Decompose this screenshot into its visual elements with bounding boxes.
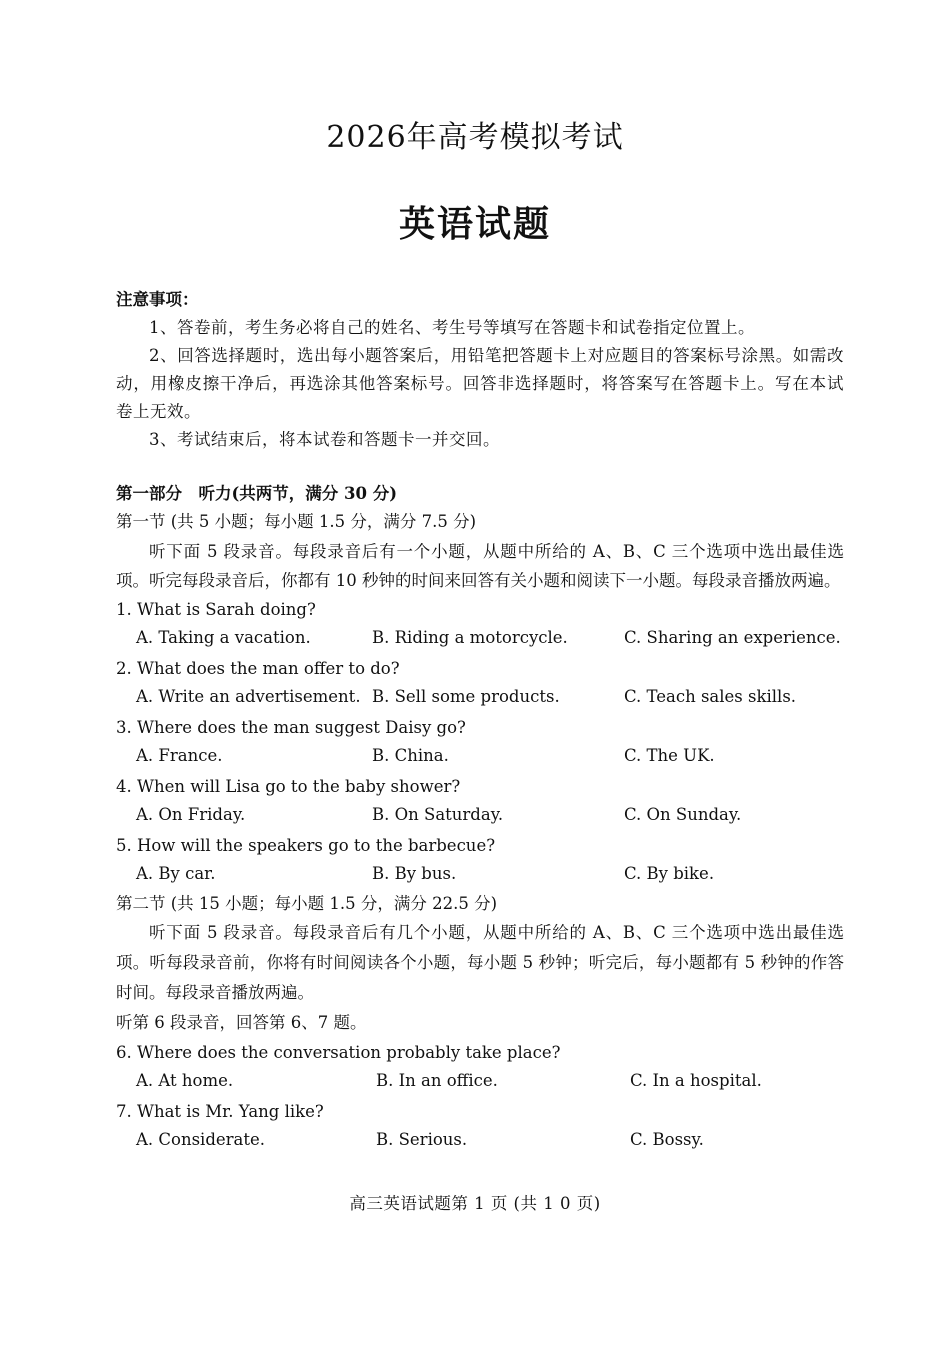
option-c: C. Bossy. — [630, 1130, 704, 1149]
question-5 — [116, 832, 844, 890]
question-stem: 1. What is Sarah doing? — [116, 600, 316, 619]
option-b: B. Sell some products. — [372, 687, 560, 706]
option-a: A. On Friday. — [136, 805, 246, 824]
notes-heading: 注意事项： — [116, 290, 199, 309]
notes-item-2: 2、回答选择题时，选出每小题答案后，用铅笔把答题卡上对应题目的答案标号涂黑。如需改动，用橡皮擦干净后，再选涂其他答案标号。回答非选择题时，将答案写在答题卡上。写在本试卷上无效。 — [116, 346, 844, 421]
option-b: B. In an office. — [376, 1071, 498, 1090]
option-a: A. Taking a vacation. — [136, 628, 311, 647]
option-a: A. At home. — [136, 1071, 234, 1090]
exam-body — [116, 286, 844, 1156]
question-3 — [116, 714, 844, 772]
option-c: C. The UK. — [624, 746, 715, 765]
question-options — [116, 683, 844, 713]
question-stem: 2. What does the man offer to do? — [116, 659, 400, 678]
option-b: B. China. — [372, 746, 449, 765]
question-options — [116, 624, 844, 654]
question-2 — [116, 655, 844, 713]
question-1 — [116, 596, 844, 654]
option-a: A. Write an advertisement. — [136, 687, 361, 706]
part1-heading: 第一部分 听力(共两节，满分 30 分) — [116, 484, 398, 503]
section1-heading: 第一节 (共 5 小题；每小题 1.5 分，满分 7.5 分) — [116, 512, 477, 531]
subject-title: 英语试题 — [398, 203, 551, 245]
question-stem: 6. Where does the conversation probably take place? — [116, 1043, 561, 1062]
question-4 — [116, 773, 844, 831]
exam-title: 2026年高考模拟考试 — [326, 120, 624, 155]
question-stem: 3. Where does the man suggest Daisy go? — [116, 718, 466, 737]
option-b: B. Serious. — [376, 1130, 468, 1149]
question-options — [116, 1067, 844, 1097]
section2-questions — [116, 1039, 844, 1156]
option-c: C. Teach sales skills. — [624, 687, 797, 706]
question-6 — [116, 1039, 844, 1097]
section2-heading: 第二节 (共 15 小题；每小题 1.5 分，满分 22.5 分) — [116, 894, 498, 913]
option-c: C. On Sunday. — [624, 805, 742, 824]
option-c: C. Sharing an experience. — [624, 628, 841, 647]
section1-questions — [116, 596, 844, 890]
question-stem: 5. How will the speakers go to the barbecue? — [116, 836, 496, 855]
group-prompt: 听第 6 段录音，回答第 6、7 题。 — [116, 1013, 367, 1032]
option-b: B. By bus. — [372, 864, 457, 883]
question-stem: 7. What is Mr. Yang like? — [116, 1102, 324, 1121]
question-options — [116, 742, 844, 772]
notes-section — [116, 286, 844, 454]
option-a: A. France. — [136, 746, 223, 765]
option-c: C. In a hospital. — [630, 1071, 762, 1090]
question-options — [116, 1126, 844, 1156]
notes-item-3: 3、考试结束后，将本试卷和答题卡一并交回。 — [149, 430, 500, 449]
option-a: A. Considerate. — [136, 1130, 266, 1149]
option-b: B. On Saturday. — [372, 805, 504, 824]
question-options — [116, 860, 844, 890]
option-b: B. Riding a motorcycle. — [372, 628, 568, 647]
option-c: C. By bike. — [624, 864, 715, 883]
option-a: A. By car. — [136, 864, 216, 883]
section1-instructions: 听下面 5 段录音。每段录音后有一个小题，从题中所给的 A、B、C 三个选项中选出最佳选项。听完每段录音后，你都有 10 秒钟的时间来回答有关小题和阅读下一小题。每段录音播放两遍。 — [116, 542, 844, 590]
section2-instructions: 听下面 5 段录音。每段录音后有几个小题，从题中所给的 A、B、C 三个选项中选出最佳选项。听每段录音前，你将有时间阅读各个小题，每小题 5 秒钟；听完后，每小题都有 5 秒钟的作答时间。每段录音播放两遍。 — [116, 923, 844, 1002]
question-options — [116, 801, 844, 831]
notes-item-1: 1、答卷前，考生务必将自己的姓名、考生号等填写在答题卡和试卷指定位置上。 — [149, 318, 755, 337]
question-stem: 4. When will Lisa go to the baby shower? — [116, 777, 461, 796]
page-footer: 高三英语试题第 1 页 (共 1 0 页) — [349, 1194, 601, 1213]
question-7 — [116, 1098, 844, 1156]
